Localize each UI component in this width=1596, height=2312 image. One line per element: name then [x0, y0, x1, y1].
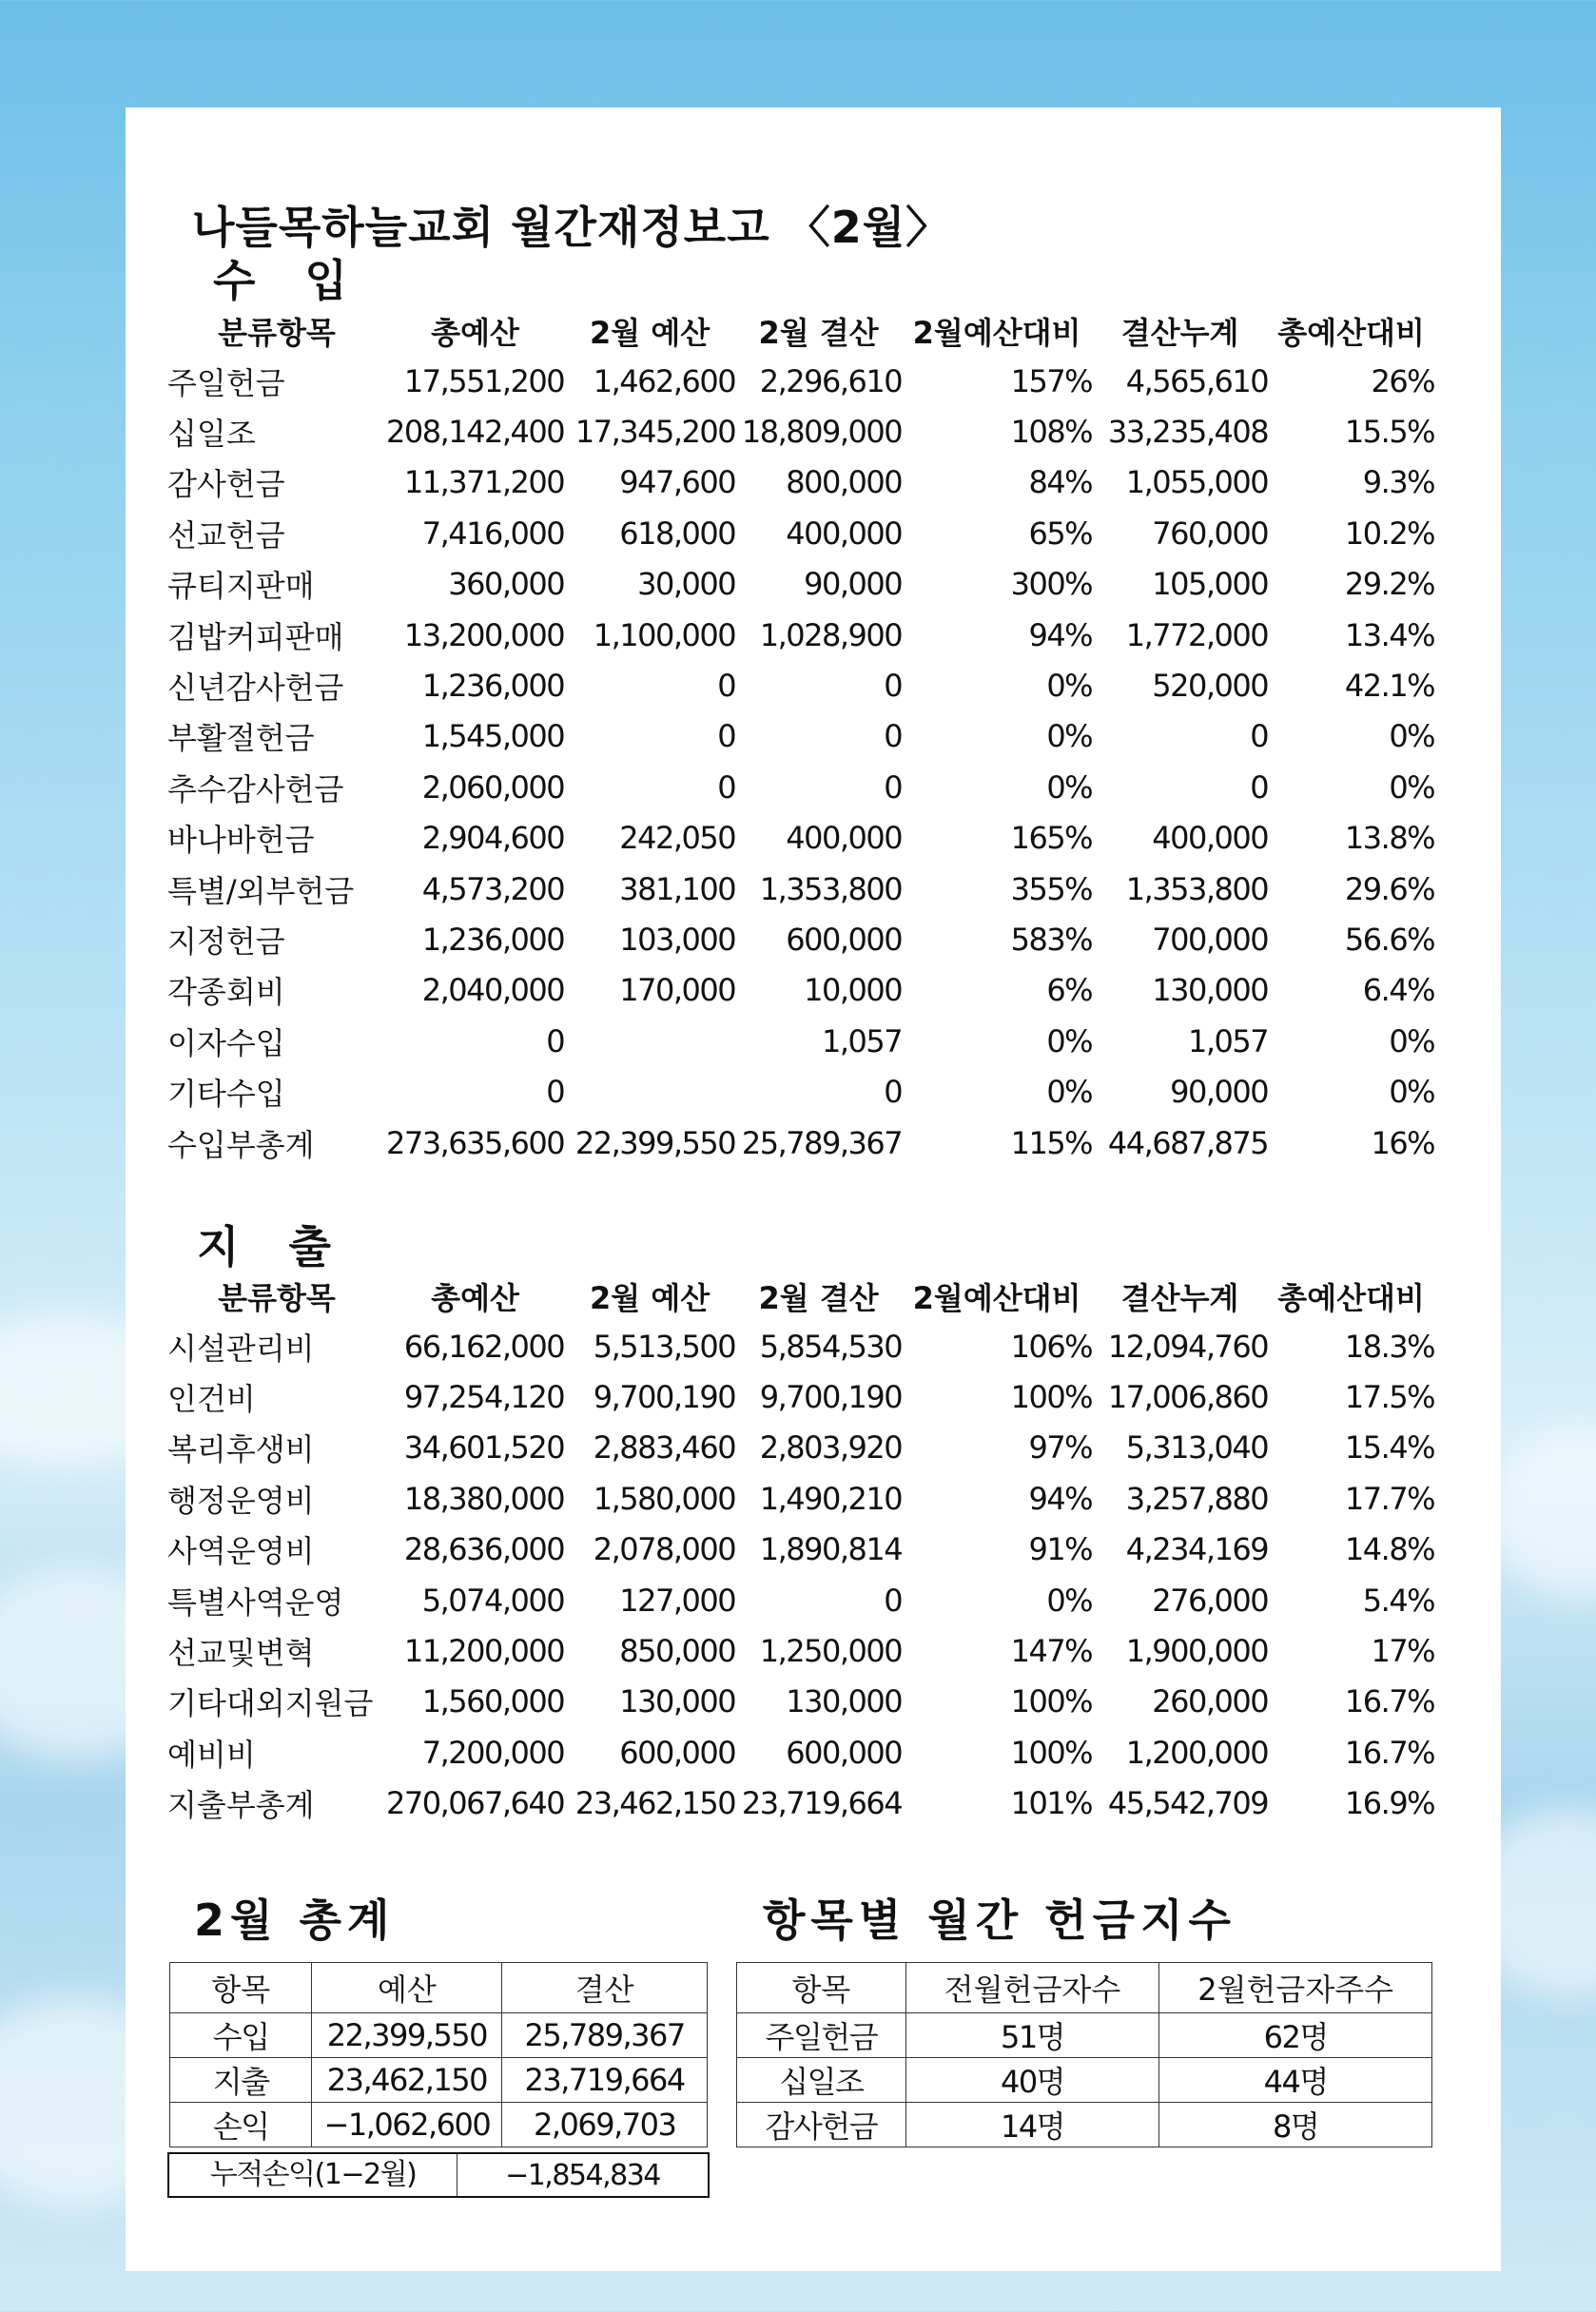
income-header-cell: 2월 예산 — [590, 314, 710, 351]
expense-cell: 106% — [1010, 1328, 1093, 1365]
cash-count-row — [737, 2058, 1432, 2103]
income-cell: 0% — [1046, 718, 1093, 755]
income-cell: 520,000 — [1152, 668, 1269, 705]
expense-cell: 270,067,640 — [386, 1785, 565, 1822]
expense-header-cell: 2월예산대비 — [912, 1279, 1081, 1316]
income-cell: 157% — [1010, 362, 1093, 399]
income-cell: 25,789,367 — [741, 1124, 903, 1161]
income-cell: 10.2% — [1344, 515, 1435, 552]
income-row-label: 이자수입 — [167, 1024, 285, 1061]
expense-row — [167, 1575, 1434, 1625]
income-cell: 16% — [1371, 1124, 1435, 1161]
income-cell: 1,100,000 — [593, 616, 736, 653]
income-cell: 0% — [1389, 1074, 1435, 1111]
summary-row — [170, 2058, 708, 2103]
income-row — [167, 559, 1434, 610]
income-cell: 13,200,000 — [403, 616, 565, 653]
income-cell: 2,904,600 — [421, 820, 565, 857]
income-cell: 7,416,000 — [421, 515, 565, 552]
income-cell: 700,000 — [1152, 921, 1269, 958]
income-cell: 18,809,000 — [741, 414, 903, 451]
expense-cell: 2,883,460 — [593, 1429, 736, 1467]
income-cell: 0 — [884, 768, 903, 806]
income-row — [167, 813, 1434, 864]
income-cell: 0 — [546, 1074, 565, 1111]
summary-row-label: 지출 — [170, 2058, 312, 2103]
expense-header-cell: 2월 결산 — [758, 1279, 879, 1316]
income-cell: 1,353,800 — [759, 870, 903, 907]
income-cell: 26% — [1371, 362, 1435, 399]
expense-cell: 12,094,760 — [1107, 1328, 1269, 1365]
income-cell: 10,000 — [804, 972, 903, 1009]
income-row — [167, 406, 1434, 457]
income-row — [167, 1117, 1434, 1168]
income-cell: 11,371,200 — [403, 464, 565, 501]
expense-cell: 4,234,169 — [1125, 1531, 1269, 1568]
income-header-cell: 총예산 — [431, 314, 519, 351]
income-header-cell: 2월예산대비 — [912, 314, 1081, 351]
income-cell: 400,000 — [1152, 820, 1269, 857]
expense-cell: 94% — [1028, 1480, 1093, 1517]
expense-row-label: 사역운영비 — [167, 1533, 315, 1570]
income-cell: 108% — [1010, 414, 1093, 451]
income-cell: 208,142,400 — [386, 414, 565, 451]
income-cell: 300% — [1010, 566, 1093, 603]
income-cell: 165% — [1010, 820, 1093, 857]
income-cell: 115% — [1010, 1124, 1093, 1161]
income-cell: 1,462,600 — [593, 362, 736, 399]
expense-row-label: 시설관리비 — [167, 1330, 315, 1367]
income-heading: 수 입 — [213, 255, 364, 306]
income-row — [167, 914, 1434, 964]
expense-cell: 0 — [884, 1582, 903, 1619]
expense-cell: 101% — [1010, 1785, 1093, 1822]
income-row-label: 감사헌금 — [167, 466, 285, 503]
income-row-label: 선교헌금 — [167, 516, 285, 554]
income-cell: 0 — [717, 668, 736, 705]
income-row — [167, 965, 1434, 1016]
summary-header-row — [170, 1963, 708, 2013]
income-cell: 9.3% — [1362, 464, 1435, 501]
summary-cell: 2,069,703 — [502, 2103, 708, 2147]
income-cell: 1,057 — [821, 1022, 903, 1059]
income-cell: 0 — [1250, 718, 1269, 755]
expense-cell: 100% — [1010, 1379, 1093, 1416]
summary-cell: −1,062,600 — [312, 2103, 502, 2147]
income-cell: 947,600 — [619, 464, 736, 501]
expense-cell: 23,462,150 — [574, 1785, 736, 1822]
income-row — [167, 508, 1434, 558]
expense-cell: 1,560,000 — [421, 1683, 565, 1720]
expense-cell: 9,700,190 — [593, 1379, 736, 1416]
income-cell: 1,055,000 — [1125, 464, 1269, 501]
expense-cell: 15.4% — [1344, 1429, 1435, 1467]
expense-cell: 147% — [1010, 1633, 1093, 1670]
income-cell: 0 — [884, 668, 903, 705]
cash-count-cell: 40명 — [905, 2058, 1159, 2103]
expense-cell: 2,078,000 — [593, 1531, 736, 1568]
expense-table — [167, 1271, 1434, 1829]
expense-cell: 16.7% — [1344, 1683, 1435, 1720]
income-cell: 13.8% — [1344, 820, 1435, 857]
income-cell: 1,057 — [1187, 1022, 1269, 1059]
expense-cell: 23,719,664 — [741, 1785, 903, 1822]
income-cell: 90,000 — [1170, 1074, 1269, 1111]
income-row — [167, 660, 1434, 710]
income-cell: 1,353,800 — [1125, 870, 1269, 907]
income-row-label: 추수감사헌금 — [167, 770, 344, 807]
income-cell: 1,772,000 — [1125, 616, 1269, 653]
expense-row — [167, 1778, 1434, 1829]
expense-cell: 28,636,000 — [403, 1531, 565, 1568]
expense-cell: 16.9% — [1344, 1785, 1435, 1822]
income-cell: 0 — [884, 1074, 903, 1111]
cumulative-profit-value: −1,854,834 — [505, 2158, 660, 2192]
income-cell: 273,635,600 — [386, 1124, 565, 1161]
cash-count-row — [737, 2103, 1432, 2147]
summary-cell: 22,399,550 — [312, 2013, 502, 2058]
income-row — [167, 864, 1434, 914]
income-header-row — [167, 305, 1434, 356]
expense-row — [167, 1677, 1434, 1727]
expense-cell: 97% — [1028, 1429, 1093, 1467]
income-cell: 103,000 — [619, 921, 736, 958]
expense-cell: 600,000 — [786, 1734, 903, 1771]
income-cell: 29.2% — [1344, 566, 1435, 603]
income-row-label: 각종회비 — [167, 974, 285, 1011]
income-row-label: 기타수입 — [167, 1076, 285, 1113]
income-row — [167, 711, 1434, 762]
income-cell: 42.1% — [1344, 668, 1435, 705]
income-cell: 0 — [717, 718, 736, 755]
income-row — [167, 457, 1434, 508]
summary-table — [169, 1962, 708, 2147]
income-cell: 1,028,900 — [759, 616, 903, 653]
report-title: 나들목하늘교회 월간재정보고 〈2월〉 — [192, 202, 951, 253]
summary-heading: 2월 총계 — [194, 1894, 396, 1946]
expense-row-label: 인건비 — [167, 1381, 256, 1418]
expense-cell: 17,006,860 — [1107, 1379, 1269, 1416]
income-header-cell: 총예산대비 — [1277, 314, 1425, 351]
income-cell: 0% — [1389, 1022, 1435, 1059]
expense-cell: 34,601,520 — [403, 1429, 565, 1467]
expense-cell: 97,254,120 — [403, 1379, 565, 1416]
expense-cell: 17.5% — [1344, 1379, 1435, 1416]
income-cell: 1,236,000 — [421, 921, 565, 958]
income-cell: 360,000 — [448, 566, 565, 603]
income-cell: 600,000 — [786, 921, 903, 958]
income-cell: 22,399,550 — [574, 1124, 736, 1161]
income-cell: 17,551,200 — [403, 362, 565, 399]
income-cell — [564, 1016, 735, 1066]
expense-header-cell: 결산누계 — [1120, 1279, 1239, 1316]
income-cell: 2,040,000 — [421, 972, 565, 1009]
summary-cell: 23,719,664 — [502, 2058, 708, 2103]
expense-cell: 1,200,000 — [1125, 1734, 1269, 1771]
income-row-label: 부활절헌금 — [167, 720, 315, 757]
income-cell: 4,573,200 — [421, 870, 565, 907]
expense-cell: 1,250,000 — [759, 1633, 903, 1670]
expense-cell: 276,000 — [1152, 1582, 1269, 1619]
income-cell: 2,296,610 — [759, 362, 903, 399]
income-row-label: 주일헌금 — [167, 364, 285, 401]
income-cell: 44,687,875 — [1107, 1124, 1269, 1161]
expense-row — [167, 1525, 1434, 1575]
income-row-label: 수입부총계 — [167, 1126, 315, 1163]
income-cell: 0% — [1389, 718, 1435, 755]
expense-cell: 45,542,709 — [1107, 1785, 1269, 1822]
expense-cell: 100% — [1010, 1683, 1093, 1720]
income-header-cell: 결산누계 — [1120, 314, 1239, 351]
income-cell: 0% — [1389, 768, 1435, 806]
income-cell: 33,235,408 — [1107, 414, 1269, 451]
expense-cell: 1,900,000 — [1125, 1633, 1269, 1670]
expense-cell: 260,000 — [1152, 1683, 1269, 1720]
expense-header-cell: 2월 예산 — [590, 1279, 710, 1316]
expense-row-label: 복리후생비 — [167, 1431, 315, 1468]
income-cell: 13.4% — [1344, 616, 1435, 653]
expense-cell: 66,162,000 — [403, 1328, 565, 1365]
expense-header-cell: 총예산 — [431, 1279, 519, 1316]
expense-cell: 100% — [1010, 1734, 1093, 1771]
income-cell: 84% — [1028, 464, 1093, 501]
expense-cell: 850,000 — [619, 1633, 736, 1670]
expense-cell: 1,890,814 — [759, 1531, 903, 1568]
summary-header-cell: 항목 — [170, 1963, 312, 2013]
income-cell: 760,000 — [1152, 515, 1269, 552]
summary-cell: 25,789,367 — [502, 2013, 708, 2058]
cash-count-table — [736, 1962, 1432, 2147]
summary-row — [170, 2103, 708, 2147]
income-row — [167, 356, 1434, 406]
expense-cell: 1,490,210 — [759, 1480, 903, 1517]
income-cell: 56.6% — [1344, 921, 1435, 958]
expense-row-label: 기타대외지원금 — [167, 1685, 374, 1722]
income-cell: 0 — [546, 1022, 565, 1059]
income-cell: 130,000 — [1152, 972, 1269, 1009]
cash-count-header-cell: 전월헌금자수 — [905, 1963, 1159, 2013]
expense-row — [167, 1321, 1434, 1371]
expense-cell: 18.3% — [1344, 1328, 1435, 1365]
income-row — [167, 762, 1434, 812]
income-row-label: 특별/외부헌금 — [167, 872, 355, 909]
report-page — [126, 107, 1501, 2271]
summary-row-label: 수입 — [170, 2013, 312, 2058]
cash-count-header-cell: 2월헌금자주수 — [1159, 1963, 1432, 2013]
expense-cell: 5,313,040 — [1125, 1429, 1269, 1467]
income-cell: 4,565,610 — [1125, 362, 1269, 399]
expense-cell: 18,380,000 — [403, 1480, 565, 1517]
expense-row-label: 예비비 — [167, 1736, 256, 1773]
expense-heading: 지 출 — [197, 1221, 348, 1273]
expense-cell: 5,074,000 — [421, 1582, 565, 1619]
income-cell: 1,545,000 — [421, 718, 565, 755]
expense-cell: 17% — [1371, 1633, 1435, 1670]
income-cell: 800,000 — [786, 464, 903, 501]
expense-cell: 91% — [1028, 1531, 1093, 1568]
income-cell: 1,236,000 — [421, 668, 565, 705]
income-cell — [564, 1066, 735, 1117]
expense-cell: 2,803,920 — [759, 1429, 903, 1467]
cash-count-row — [737, 2013, 1432, 2058]
expense-header-cell: 분류항목 — [218, 1279, 336, 1316]
expense-cell: 16.7% — [1344, 1734, 1435, 1771]
income-row-label: 큐티지판매 — [167, 568, 315, 605]
income-header-cell: 2월 결산 — [758, 314, 879, 351]
income-cell: 105,000 — [1152, 566, 1269, 603]
income-cell: 15.5% — [1344, 414, 1435, 451]
income-cell: 170,000 — [619, 972, 736, 1009]
income-cell: 0 — [1250, 768, 1269, 806]
cash-count-row-label: 감사헌금 — [737, 2103, 906, 2147]
summary-header-cell: 결산 — [502, 1963, 708, 2013]
expense-cell: 0% — [1046, 1582, 1093, 1619]
expense-cell: 3,257,880 — [1125, 1480, 1269, 1517]
cash-count-cell: 8명 — [1159, 2103, 1432, 2147]
expense-cell: 5.4% — [1362, 1582, 1435, 1619]
cash-count-cell: 62명 — [1159, 2013, 1432, 2058]
income-cell: 0 — [884, 718, 903, 755]
cash-count-row-label: 십일조 — [737, 2058, 906, 2103]
income-cell: 65% — [1028, 515, 1093, 552]
income-row-label: 지정헌금 — [167, 923, 285, 960]
income-cell: 618,000 — [619, 515, 736, 552]
expense-cell: 130,000 — [619, 1683, 736, 1720]
income-row-label: 십일조 — [167, 416, 256, 453]
cash-count-cell: 51명 — [905, 2013, 1159, 2058]
expense-cell: 5,513,500 — [593, 1328, 736, 1365]
expense-cell: 17.7% — [1344, 1480, 1435, 1517]
expense-header-row — [167, 1271, 1434, 1321]
cash-count-heading: 항목별 월간 헌금지수 — [763, 1894, 1236, 1946]
income-row — [167, 1016, 1434, 1066]
expense-row — [167, 1473, 1434, 1524]
income-cell: 400,000 — [786, 515, 903, 552]
expense-row — [167, 1371, 1434, 1422]
expense-cell: 14.8% — [1344, 1531, 1435, 1568]
expense-row-label: 지출부총계 — [167, 1787, 315, 1824]
income-header-cell: 분류항목 — [218, 314, 336, 351]
expense-cell: 11,200,000 — [403, 1633, 565, 1670]
expense-cell: 5,854,530 — [759, 1328, 903, 1365]
income-cell: 2,060,000 — [421, 768, 565, 806]
cash-count-header-row — [737, 1963, 1432, 2013]
summary-cell: 23,462,150 — [312, 2058, 502, 2103]
summary-row — [170, 2013, 708, 2058]
income-cell: 0 — [717, 768, 736, 806]
income-cell: 381,100 — [619, 870, 736, 907]
expense-row — [167, 1727, 1434, 1778]
income-cell: 29.6% — [1344, 870, 1435, 907]
cash-count-header-cell: 항목 — [737, 1963, 906, 2013]
income-row-label: 바나바헌금 — [167, 822, 315, 859]
income-cell: 400,000 — [786, 820, 903, 857]
income-cell: 0% — [1046, 768, 1093, 806]
income-row — [167, 610, 1434, 660]
expense-cell: 130,000 — [786, 1683, 903, 1720]
income-cell: 0% — [1046, 1022, 1093, 1059]
income-table — [167, 305, 1434, 1168]
cumulative-profit-box — [167, 2152, 710, 2198]
cumulative-profit-label: 누적손익(1−2월) — [169, 2154, 457, 2196]
income-cell: 94% — [1028, 616, 1093, 653]
expense-cell: 7,200,000 — [421, 1734, 565, 1771]
income-cell: 17,345,200 — [574, 414, 736, 451]
income-row-label: 신년감사헌금 — [167, 670, 344, 707]
income-row — [167, 1066, 1434, 1117]
cash-count-row-label: 주일헌금 — [737, 2013, 906, 2058]
expense-row-label: 특별사역운영 — [167, 1583, 344, 1621]
income-cell: 90,000 — [804, 566, 903, 603]
cash-count-cell: 14명 — [905, 2103, 1159, 2147]
expense-row — [167, 1625, 1434, 1676]
expense-row-label: 선교및변혁 — [167, 1635, 315, 1672]
expense-header-cell: 총예산대비 — [1277, 1279, 1425, 1316]
expense-row-label: 행정운영비 — [167, 1482, 315, 1519]
income-cell: 355% — [1010, 870, 1093, 907]
expense-cell: 1,580,000 — [593, 1480, 736, 1517]
income-cell: 6.4% — [1362, 972, 1435, 1009]
income-cell: 583% — [1010, 921, 1093, 958]
expense-row — [167, 1423, 1434, 1473]
income-cell: 0% — [1046, 668, 1093, 705]
income-cell: 6% — [1046, 972, 1093, 1009]
income-cell: 0% — [1046, 1074, 1093, 1111]
expense-cell: 600,000 — [619, 1734, 736, 1771]
summary-row-label: 손익 — [170, 2103, 312, 2147]
income-cell: 30,000 — [637, 566, 736, 603]
cash-count-cell: 44명 — [1159, 2058, 1432, 2103]
expense-cell: 127,000 — [619, 1582, 736, 1619]
income-cell: 242,050 — [619, 820, 736, 857]
income-row-label: 김밥커피판매 — [167, 618, 344, 655]
summary-header-cell: 예산 — [312, 1963, 502, 2013]
expense-cell: 9,700,190 — [759, 1379, 903, 1416]
